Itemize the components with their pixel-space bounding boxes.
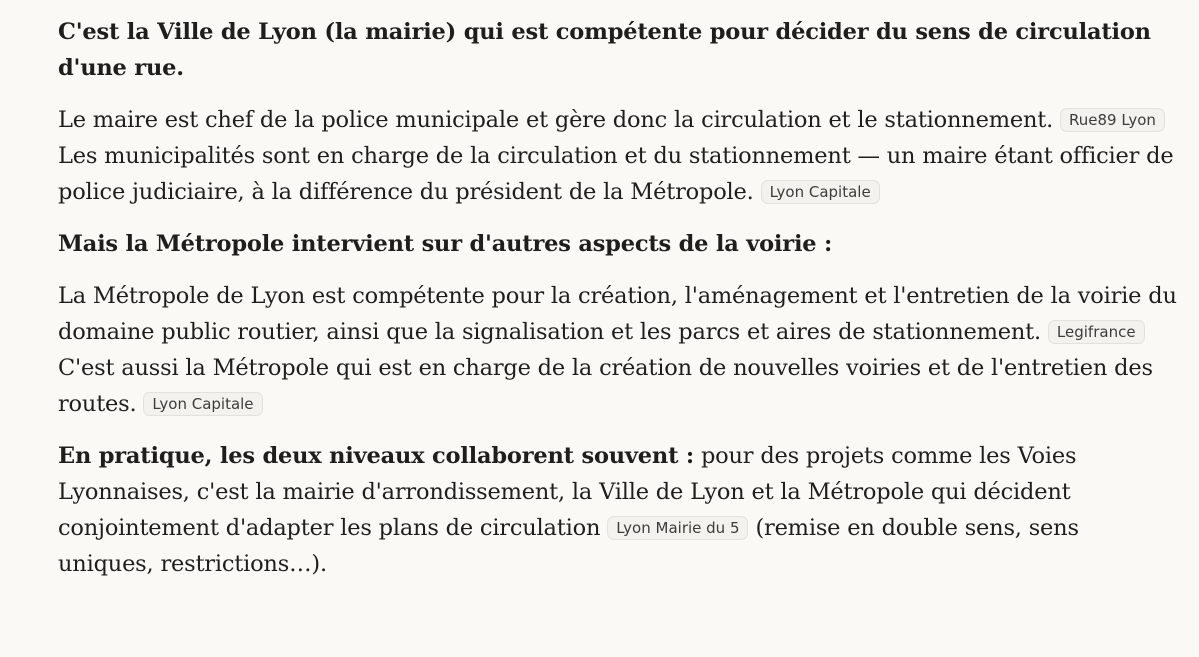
paragraph-collaboration xyxy=(58,438,1178,582)
response-content xyxy=(58,14,1178,598)
text-remise-double-sens: (remise en double sens, sens uniques, restrictions…). xyxy=(58,515,1079,577)
heading-metropole-voirie: Mais la Métropole intervient sur d'autres aspects de la voirie : xyxy=(58,231,833,257)
citation-rue89-lyon[interactable]: Rue89 Lyon xyxy=(1060,108,1165,132)
text-maire-police: Le maire est chef de la police municipale et gère donc la circulation et le stationnement. xyxy=(58,107,1054,133)
paragraph-maire-police xyxy=(58,102,1178,210)
text-metropole-competente: La Métropole de Lyon est compétente pour la création, l'aménagement et l'entretien de la voirie du domaine public routier, ainsi que la signalisation et les parcs et aires de stationnement. xyxy=(58,283,1177,345)
paragraph-metropole-heading xyxy=(58,226,1178,262)
citation-legifrance[interactable]: Legifrance xyxy=(1048,320,1145,344)
text-metropole-voiries: C'est aussi la Métropole qui est en charge de la création de nouvelles voiries et de l'entretien des routes. xyxy=(58,355,1153,417)
paragraph-metropole-competence xyxy=(58,278,1178,422)
text-voies-lyonnaises: pour des projets comme les Voies Lyonnaises, c'est la mairie d'arrondissement, la Ville de Lyon et la Métropole qui décident conjointement d'adapter les plans de circulation xyxy=(58,443,1077,541)
citation-lyon-mairie-du-5[interactable]: Lyon Mairie du 5 xyxy=(607,516,748,540)
citation-lyon-capitale[interactable]: Lyon Capitale xyxy=(143,392,262,416)
text-municipalites: Les municipalités sont en charge de la circulation et du stationnement — un maire étant officier de police judiciaire, à la différence du président de la Métropole. xyxy=(58,143,1174,205)
citation-lyon-capitale[interactable]: Lyon Capitale xyxy=(761,180,880,204)
heading-collaboration: En pratique, les deux niveaux collaborent souvent : xyxy=(58,443,695,469)
paragraph-competence-ville xyxy=(58,14,1178,86)
heading-ville-competente: C'est la Ville de Lyon (la mairie) qui est compétente pour décider du sens de circulation d'une rue. xyxy=(58,19,1151,81)
